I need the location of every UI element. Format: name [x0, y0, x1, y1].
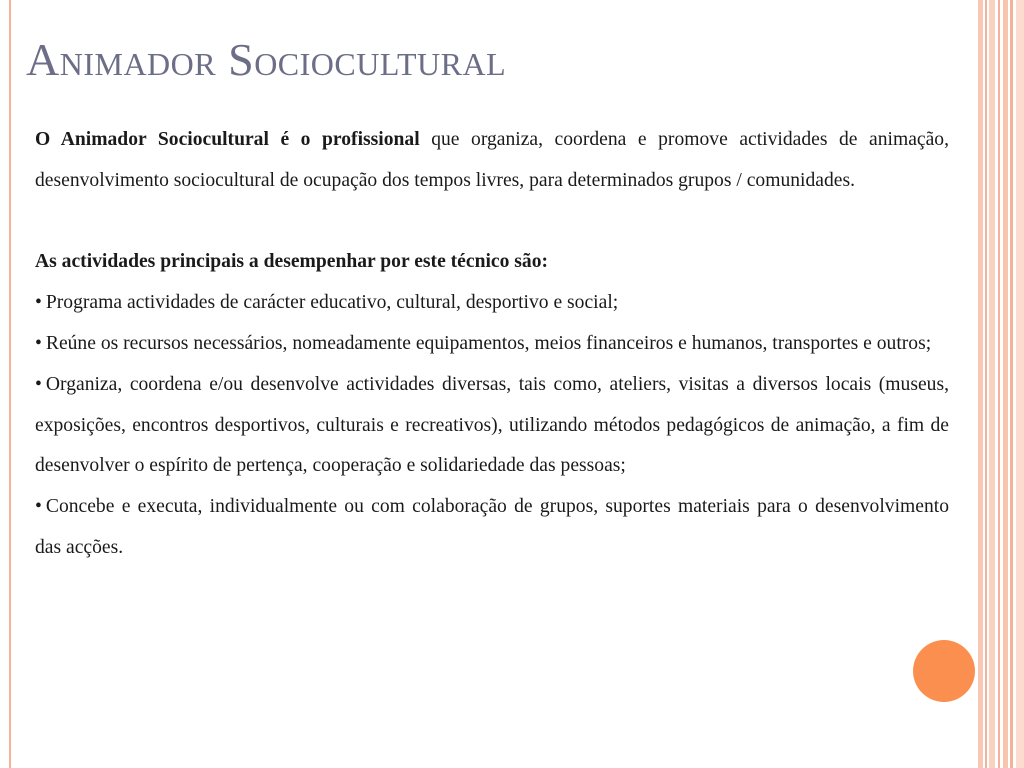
paragraph-spacer	[35, 202, 949, 243]
right-decorative-stripe	[998, 0, 1000, 768]
slide-title: Animador Sociocultural	[26, 34, 507, 85]
left-border-line	[9, 0, 11, 768]
bullet-item	[35, 487, 949, 569]
right-decorative-stripe	[1003, 0, 1008, 768]
bullet-item	[35, 283, 949, 324]
bullet-icon: •	[35, 496, 42, 518]
bullet-text: Organiza, coordena e/ou desenvolve actividades diversas, tais como, ateliers, visitas a diversos locais (museus, exposições, encontros desportivos, culturais e recreativos), utilizando métodos pedagógicos de animação, a fim de desenvolver o espírito de pertença, cooperação e solidariedade das pessoas;	[35, 373, 949, 477]
right-decorative-stripe	[978, 0, 983, 768]
right-decorative-stripe	[985, 0, 987, 768]
bullet-text: Concebe e executa, individualmente ou com colaboração de grupos, suportes materiais para o desenvolvimento das acções.	[35, 496, 949, 558]
right-decorative-stripe	[1016, 0, 1024, 768]
bullet-item	[35, 365, 949, 487]
bullet-icon: •	[35, 373, 42, 395]
bullet-icon: •	[35, 332, 42, 354]
right-decorative-stripe	[1010, 0, 1013, 768]
intro-text: que organiza, coordena e promove actividades de animação, desenvolvimento sociocultural de ocupação dos tempos livres, para determinados grupos / comunidades.	[35, 129, 949, 191]
bullet-text: Reúne os recursos necessários, nomeadamente equipamentos, meios financeiros e humanos, transportes e outros;	[45, 332, 932, 354]
decorative-circle	[913, 640, 975, 702]
intro-bold-lead: O Animador Sociocultural é o profissional	[35, 129, 420, 150]
activities-heading: As actividades principais a desempenhar por este técnico são:	[35, 251, 549, 273]
bullet-item	[35, 324, 949, 365]
intro-paragraph	[35, 120, 949, 202]
bullet-icon: •	[35, 292, 42, 314]
slide-body	[35, 120, 949, 569]
right-decorative-stripe	[989, 0, 995, 768]
bullet-text: Programa actividades de carácter educativo, cultural, desportivo e social;	[45, 292, 619, 314]
